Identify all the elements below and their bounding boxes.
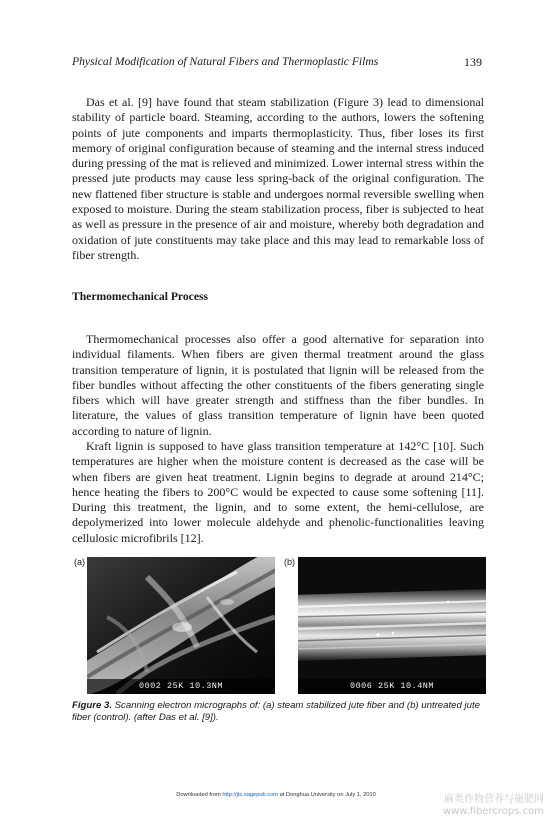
site-watermark [443, 794, 544, 818]
scale-bar-label-a: 0002 25K 10.3NM [138, 681, 223, 691]
sem-micrograph-steam-stabilized [87, 557, 275, 694]
page-number: 139 [464, 55, 482, 69]
section-heading: Thermomechanical Process [72, 290, 208, 303]
body-paragraph-2: Thermomechanical processes also offer a good alternative for separation into individual filaments. When fibers are given thermal treatment around the glass transition temperature of lignin, it is postulated that lignin will be released from the fiber bundles without affecting the other constituents of the fibers generating single fibers which will have greater strength and stiffness than the fiber bundles. In literature, the values of glass transition temperature of lignin have been quoted according to nature of lignin. [72, 332, 484, 438]
footer-link[interactable]: http://jtc.sagepub.com [222, 792, 279, 798]
micrograph-b-image [298, 557, 486, 694]
footer-prefix: Downloaded from [176, 792, 221, 798]
figure-caption-label: Figure 3. [72, 700, 112, 711]
figure-caption-text: Scanning electron micrographs of: (a) steam stabilized jute fiber and (b) untreated jute fiber (control). (after Das et al. [9]). [72, 700, 480, 723]
watermark-line-1: 麻类作物营养与施肥网 [444, 794, 544, 805]
micrograph-a-image [87, 557, 275, 694]
watermark-line-2: www.fibercrops.com [442, 806, 544, 817]
figure-caption [72, 700, 488, 724]
body-paragraph-3: Kraft lignin is supposed to have glass transition temperature at 142°C [10]. Such temperatures are higher when the moisture content is decreased as the case will be when fibers are given heat treatment. Lignin begins to degrade at around 214°C; hence heating the fibers to 200°C would be expected to cause some softening [11]. During this treatment, the lignin, and to some extent, the hemi-cellulose, are depolymerized into lower molecule aldehyde and phenolic-functionalities leaving cellulosic microfibrils [12]. [72, 439, 484, 545]
body-paragraph-1: Das et al. [9] have found that steam stabilization (Figure 3) lead to dimensional stability of particle board. Steaming, according to the authors, lowers the softening points of jute components and imparts thermoplasticity. Thus, fiber loses its first memory of original configuration because of steaming and the internal stress induced during pressing of the mat is relieved and minimized. Lower internal stress within the pressed jute products may cause less spring-back of the original configuration. The new flattened fiber structure is stable and undergoes normal reversible swelling when exposed to moisture. During the steam stabilization process, fiber is subjected to heat as well as pressure in the presence of air and moisture, whereby both degradation and oxidation of jute constituents may take place and this may lead to remarkable loss of fiber strength. [72, 95, 484, 262]
figure-panel-label-a: (a) [74, 557, 85, 567]
sem-micrograph-untreated [298, 557, 486, 694]
figure-panel-label-b: (b) [284, 557, 295, 567]
running-header [72, 55, 482, 71]
footer-suffix: at Donghua University on July 1, 2010 [279, 792, 376, 798]
running-title: Physical Modification of Natural Fibers and Thermoplastic Films [72, 55, 379, 68]
scale-bar-label-b: 0006 25K 10.4NM [349, 681, 434, 691]
